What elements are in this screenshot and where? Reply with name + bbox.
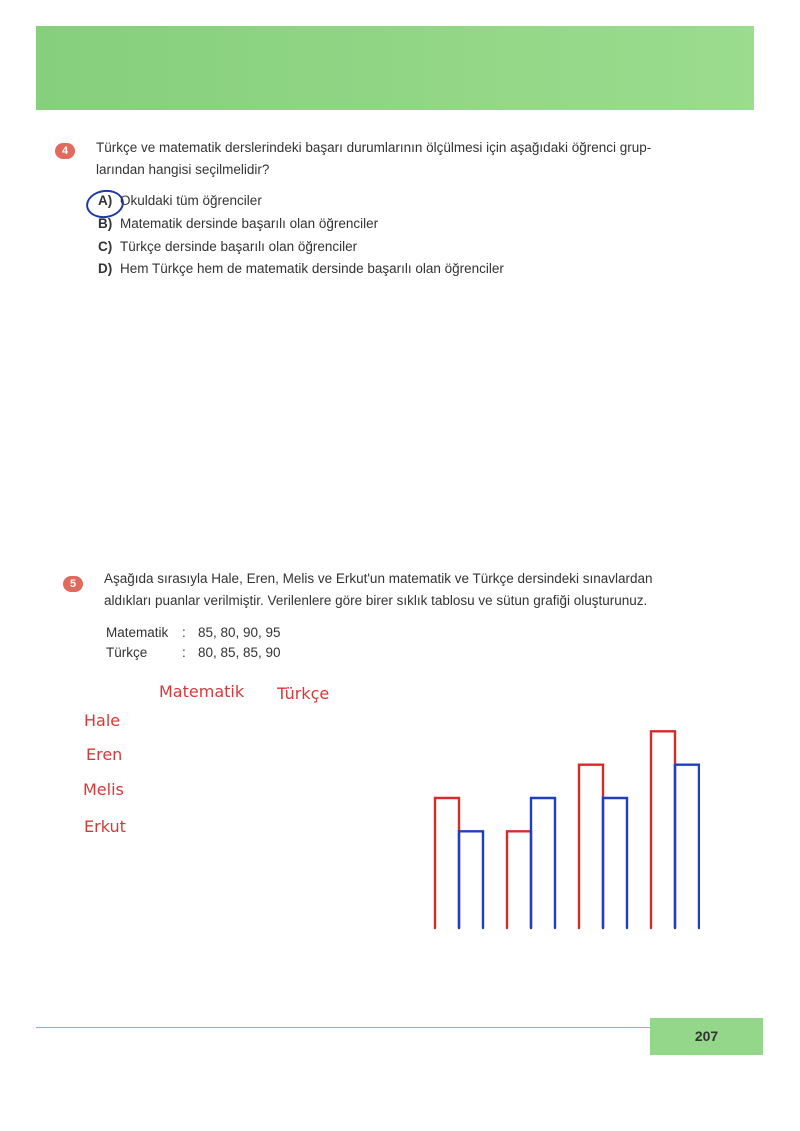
option-a-text: Okuldaki tüm öğrenciler [120, 193, 262, 208]
bar-series1-group3 [579, 765, 603, 928]
header-band [36, 26, 754, 110]
option-a[interactable] [98, 193, 262, 208]
math-scores-row [106, 625, 281, 640]
option-d-text: Hem Türkçe hem de matematik dersinde başarılı olan öğrenciler [120, 261, 504, 276]
hand-drawn-bar-chart [400, 660, 700, 940]
turkish-scores: 80, 85, 85, 90 [198, 645, 281, 660]
option-c[interactable] [98, 239, 357, 254]
option-b[interactable] [98, 216, 378, 231]
option-d-letter: D) [98, 261, 113, 276]
question-5-line-1: Aşağıda sırasıyla Hale, Eren, Melis ve Erkut'un matematik ve Türkçe dersindeki sınavlardan [104, 571, 653, 586]
handwritten-col-turkish: Türkçe [277, 684, 330, 703]
option-a-letter: A) [98, 193, 113, 208]
option-c-text: Türkçe dersinde başarılı olan öğrenciler [120, 239, 358, 254]
question-4-line-2: larından hangisi seçilmelidir? [96, 162, 270, 177]
question-5-number: 5 [63, 576, 83, 592]
question-4-text [96, 137, 736, 181]
turkish-colon: : [182, 645, 186, 660]
handwritten-row-erkut: Erkut [84, 817, 126, 836]
option-d[interactable] [98, 261, 504, 276]
handwritten-row-melis: Melis [83, 780, 124, 799]
question-4-line-1: Türkçe ve matematik derslerindeki başarı durumlarının ölçülmesi için aşağıdaki öğrenci grup- [96, 140, 652, 155]
question-5-line-2: aldıkları puanlar verilmiştir. Verilenlere göre birer sıklık tablosu ve sütun grafiği oluşturunuz. [104, 593, 648, 608]
option-b-text: Matematik dersinde başarılı olan öğrenciler [120, 216, 379, 231]
bar-series2-group3 [603, 798, 627, 928]
turkish-scores-row [106, 645, 281, 660]
option-b-letter: B) [98, 216, 113, 231]
math-colon: : [182, 625, 186, 640]
bar-series2-group1 [459, 831, 483, 928]
math-scores: 85, 80, 90, 95 [198, 625, 281, 640]
math-label: Matematik [106, 625, 169, 640]
bar-series1-group2 [507, 831, 531, 928]
question-5-text [104, 568, 744, 612]
bar-series1-group4 [651, 731, 675, 928]
option-c-letter: C) [98, 239, 113, 254]
handwritten-row-hale: Hale [84, 711, 121, 730]
question-4-number: 4 [55, 143, 75, 159]
bar-series1-group1 [435, 798, 459, 928]
bar-series2-group4 [675, 765, 699, 928]
turkish-label: Türkçe [106, 645, 148, 660]
footer-rule [36, 1027, 650, 1028]
page-number: 207 [650, 1018, 763, 1055]
bar-series2-group2 [531, 798, 555, 928]
handwritten-col-math: Matematik [159, 682, 245, 701]
handwritten-row-eren: Eren [86, 745, 123, 764]
